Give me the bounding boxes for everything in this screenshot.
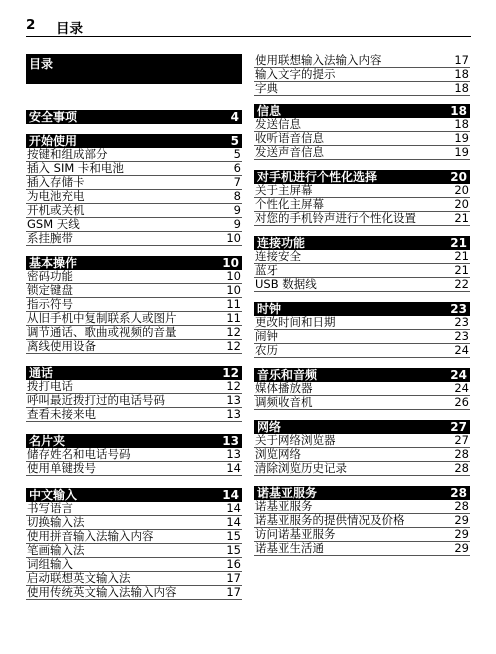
section-title: 基本操作 <box>29 256 78 270</box>
entry-label: 发送声音信息 <box>255 145 324 159</box>
toc-entry[interactable] <box>26 218 242 232</box>
entry-page-number: 20 <box>454 183 469 197</box>
toc-entry[interactable] <box>254 184 470 198</box>
page-number: 2 <box>26 17 36 33</box>
entry-label: 为电池充电 <box>27 189 85 203</box>
entry-page-number: 29 <box>454 527 469 541</box>
entry-page-number: 28 <box>454 499 469 513</box>
entry-label: 更改时间和日期 <box>255 315 336 329</box>
entry-label: 密码功能 <box>27 269 73 283</box>
toc-entry[interactable] <box>254 250 470 264</box>
entry-label: 关于主屏幕 <box>255 183 313 197</box>
entry-page-number: 18 <box>454 117 469 131</box>
entry-page-number: 24 <box>454 343 469 357</box>
entry-label: 访问诺基亚服务 <box>255 527 336 541</box>
toc-entry[interactable] <box>254 198 470 212</box>
section-heading[interactable] <box>26 366 242 380</box>
toc-right-column <box>254 54 470 556</box>
entry-page-number: 10 <box>226 269 241 283</box>
entry-page-number: 16 <box>226 557 241 571</box>
toc-entry[interactable] <box>254 528 470 542</box>
entry-label: 诺基亚服务的提供情况及价格 <box>255 513 405 527</box>
entry-page-number: 23 <box>454 315 469 329</box>
entry-label: 调节通话、歌曲或视频的音量 <box>27 325 177 339</box>
section-title: 诺基亚服务 <box>257 486 318 500</box>
entry-label: 使用单键拨号 <box>27 461 96 475</box>
section-title: 安全事项 <box>29 110 78 124</box>
entry-label: 关于网络浏览器 <box>255 433 336 447</box>
toc-entry[interactable] <box>254 448 470 462</box>
entry-page-number: 23 <box>454 329 469 343</box>
entry-page-number: 12 <box>226 379 241 393</box>
entry-page-number: 20 <box>454 197 469 211</box>
toc-entry[interactable] <box>26 516 242 530</box>
section-heading[interactable] <box>26 434 242 448</box>
entry-label: 个性化主屏幕 <box>255 197 324 211</box>
entry-label: 储存姓名和电话号码 <box>27 447 131 461</box>
entry-page-number: 5 <box>233 147 241 161</box>
toc-entry[interactable] <box>26 530 242 544</box>
toc-entry[interactable] <box>26 298 242 312</box>
entry-label: 媒体播放器 <box>255 381 313 395</box>
entry-label: 诺基亚服务 <box>255 499 313 513</box>
toc-entry[interactable] <box>26 448 242 462</box>
section-heading[interactable] <box>254 104 470 118</box>
section-heading[interactable] <box>254 236 470 250</box>
entry-page-number: 19 <box>454 131 469 145</box>
section-title: 网络 <box>257 420 282 434</box>
toc-entry[interactable] <box>26 394 242 408</box>
toc-entry[interactable] <box>26 148 242 162</box>
entry-label: 从旧手机中复制联系人或图片 <box>27 311 177 325</box>
entry-label: 诺基亚生活通 <box>255 541 324 555</box>
entry-label: 发送信息 <box>255 117 301 131</box>
toc-entry[interactable] <box>254 264 470 278</box>
section-title: 名片夹 <box>29 434 66 448</box>
entry-page-number: 7 <box>233 175 241 189</box>
entry-label: 连接安全 <box>255 249 301 263</box>
entry-label: 拨打电话 <box>27 379 73 393</box>
entry-label: 使用拼音输入法输入内容 <box>27 529 154 543</box>
toc-entry[interactable] <box>26 232 242 246</box>
toc-entry[interactable] <box>254 132 470 146</box>
entry-page-number: 14 <box>226 515 241 529</box>
entry-page-number: 12 <box>226 339 241 353</box>
entry-page-number: 10 <box>226 231 241 245</box>
toc-entry[interactable] <box>254 316 470 330</box>
section-page-number: 24 <box>450 368 467 382</box>
section-heading[interactable] <box>254 368 470 382</box>
entry-page-number: 28 <box>454 461 469 475</box>
toc-entry[interactable] <box>26 162 242 176</box>
section-page-number: 23 <box>450 302 467 316</box>
section-page-number: 28 <box>450 486 467 500</box>
section-title: 开始使用 <box>29 134 78 148</box>
toc-entry[interactable] <box>26 176 242 190</box>
toc-entry[interactable] <box>26 190 242 204</box>
entry-label: 指示符号 <box>27 297 73 311</box>
toc-entry[interactable] <box>254 146 470 160</box>
section-page-number: 21 <box>450 236 467 250</box>
section-title: 时钟 <box>257 302 282 316</box>
section-title: 音乐和音频 <box>257 368 318 382</box>
toc-entry[interactable] <box>26 270 242 284</box>
entry-label: 调频收音机 <box>255 395 313 409</box>
entry-label: 插入存储卡 <box>27 175 85 189</box>
entry-label: 清除浏览历史记录 <box>255 461 347 475</box>
entry-label: 词组输入 <box>27 557 73 571</box>
entry-page-number: 21 <box>454 249 469 263</box>
entry-page-number: 9 <box>233 217 241 231</box>
toc-entry[interactable] <box>254 396 470 410</box>
section-page-number: 14 <box>222 488 239 502</box>
toc-entry[interactable] <box>254 212 470 226</box>
entry-label: 系挂腕带 <box>27 231 73 245</box>
section-heading[interactable] <box>26 488 242 502</box>
section-heading[interactable] <box>254 170 470 184</box>
toc-entry[interactable] <box>26 204 242 218</box>
toc-entry[interactable] <box>254 82 470 96</box>
entry-page-number: 13 <box>226 447 241 461</box>
entry-page-number: 18 <box>454 81 469 95</box>
entry-label: USB 数据线 <box>255 277 317 291</box>
section-title: 信息 <box>257 104 282 118</box>
toc-entry[interactable] <box>254 54 470 68</box>
entry-label: 查看未接来电 <box>27 407 96 421</box>
entry-page-number: 13 <box>226 393 241 407</box>
toc-entry[interactable] <box>26 558 242 572</box>
section-heading[interactable] <box>26 110 242 124</box>
entry-page-number: 10 <box>226 283 241 297</box>
toc-entry[interactable] <box>254 68 470 82</box>
toc-entry[interactable] <box>254 500 470 514</box>
entry-page-number: 15 <box>226 543 241 557</box>
page-title: 目录 <box>56 21 83 37</box>
entry-page-number: 24 <box>454 381 469 395</box>
toc-entry[interactable] <box>254 514 470 528</box>
section-heading[interactable] <box>254 302 470 316</box>
entry-label: 笔画输入法 <box>27 543 85 557</box>
toc-entry[interactable] <box>26 502 242 516</box>
section-heading[interactable] <box>254 486 470 500</box>
toc-entry[interactable] <box>254 542 470 556</box>
entry-page-number: 6 <box>233 161 241 175</box>
entry-label: 按键和组成部分 <box>27 147 108 161</box>
section-title: 连接功能 <box>257 236 306 250</box>
entry-label: 字典 <box>255 81 278 95</box>
section-page-number: 18 <box>450 104 467 118</box>
toc-entry[interactable] <box>254 434 470 448</box>
entry-page-number: 28 <box>454 447 469 461</box>
entry-page-number: 27 <box>454 433 469 447</box>
entry-label: 蓝牙 <box>255 263 278 277</box>
entry-page-number: 9 <box>233 203 241 217</box>
toc-entry[interactable] <box>26 312 242 326</box>
entry-page-number: 21 <box>454 263 469 277</box>
entry-page-number: 13 <box>226 407 241 421</box>
toc-entry[interactable] <box>254 330 470 344</box>
entry-page-number: 29 <box>454 513 469 527</box>
section-page-number: 27 <box>450 420 467 434</box>
entry-label: 使用联想输入法输入内容 <box>255 53 382 67</box>
entry-label: 离线使用设备 <box>27 339 96 353</box>
section-page-number: 4 <box>230 110 239 124</box>
toc-heading-title: 目录 <box>29 57 54 71</box>
entry-page-number: 29 <box>454 541 469 555</box>
toc-entry[interactable] <box>26 326 242 340</box>
entry-label: 浏览网络 <box>255 447 301 461</box>
section-title: 对手机进行个性化选择 <box>257 170 378 184</box>
entry-page-number: 8 <box>233 189 241 203</box>
entry-page-number: 14 <box>226 461 241 475</box>
toc-entry[interactable] <box>26 462 242 476</box>
section-title: 通话 <box>29 366 54 380</box>
entry-page-number: 14 <box>226 501 241 515</box>
section-page-number: 13 <box>222 434 239 448</box>
toc-entry[interactable] <box>26 284 242 298</box>
entry-label: 农历 <box>255 343 278 357</box>
entry-label: 使用传统英文输入法输入内容 <box>27 585 177 599</box>
toc-left-column <box>26 54 242 600</box>
toc-entry[interactable] <box>26 544 242 558</box>
toc-entry[interactable] <box>26 586 242 600</box>
entry-label: 对您的手机铃声进行个性化设置 <box>255 211 416 225</box>
toc-entry[interactable] <box>254 462 470 476</box>
section-title: 中文输入 <box>29 488 78 502</box>
entry-page-number: 17 <box>226 585 241 599</box>
toc-entry[interactable] <box>26 380 242 394</box>
entry-label: 书写语言 <box>27 501 73 515</box>
entry-page-number: 22 <box>454 277 469 291</box>
toc-entry[interactable] <box>26 340 242 354</box>
section-page-number: 10 <box>222 256 239 270</box>
entry-page-number: 17 <box>226 571 241 585</box>
toc-entry[interactable] <box>26 408 242 422</box>
toc-entry[interactable] <box>254 344 470 358</box>
entry-label: 启动联想英文输入法 <box>27 571 131 585</box>
entry-label: 插入 SIM 卡和电池 <box>27 161 124 175</box>
toc-entry[interactable] <box>254 278 470 292</box>
entry-page-number: 15 <box>226 529 241 543</box>
entry-label: 呼叫最近拨打过的电话号码 <box>27 393 165 407</box>
entry-label: 闹钟 <box>255 329 278 343</box>
section-page-number: 5 <box>230 134 239 148</box>
section-page-number: 12 <box>222 366 239 380</box>
entry-label: 切换输入法 <box>27 515 85 529</box>
toc-entry[interactable] <box>254 382 470 396</box>
toc-heading <box>26 54 242 84</box>
entry-label: GSM 天线 <box>27 217 80 231</box>
entry-page-number: 19 <box>454 145 469 159</box>
entry-page-number: 26 <box>454 395 469 409</box>
toc-entry[interactable] <box>26 572 242 586</box>
section-heading[interactable] <box>26 134 242 148</box>
section-heading[interactable] <box>254 420 470 434</box>
entry-label: 锁定键盘 <box>27 283 73 297</box>
entry-label: 收听语音信息 <box>255 131 324 145</box>
entry-label: 开机或关机 <box>27 203 85 217</box>
entry-page-number: 11 <box>226 311 241 325</box>
entry-page-number: 21 <box>454 211 469 225</box>
entry-page-number: 17 <box>454 53 469 67</box>
section-heading[interactable] <box>26 256 242 270</box>
entry-label: 输入文字的提示 <box>255 67 336 81</box>
toc-entry[interactable] <box>254 118 470 132</box>
page-header <box>26 14 471 37</box>
entry-page-number: 11 <box>226 297 241 311</box>
entry-page-number: 12 <box>226 325 241 339</box>
entry-page-number: 18 <box>454 67 469 81</box>
section-page-number: 20 <box>450 170 467 184</box>
